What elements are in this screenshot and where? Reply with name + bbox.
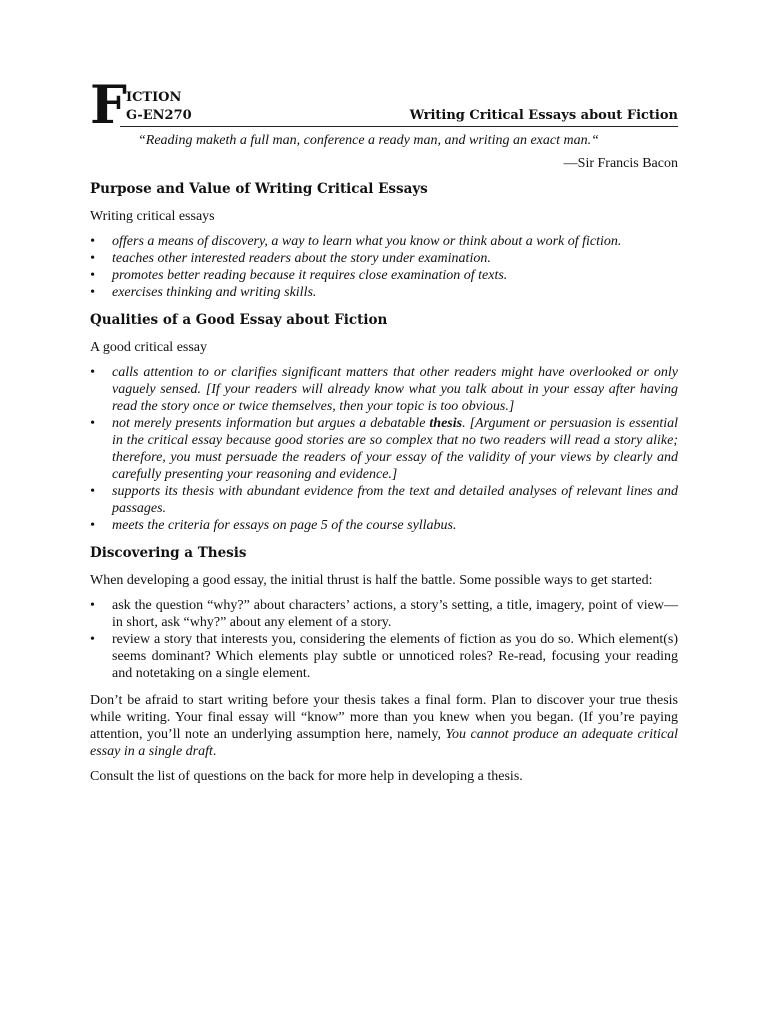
course-word: ICTION: [126, 90, 182, 105]
course-code: G-EN270: [126, 108, 192, 123]
bullet-list-purpose: [90, 233, 678, 301]
list-item: • exercises thinking and writing skills.: [90, 284, 678, 301]
list-item: • offers a means of discovery, a way to learn what you know or think about a work of fiction.: [90, 233, 678, 250]
bullet-list-qualities: [90, 364, 678, 534]
bullet-list-thesis: [90, 597, 678, 682]
document-title: Writing Critical Essays about Fiction: [409, 108, 678, 123]
section-heading-qualities: Qualities of a Good Essay about Fiction: [90, 312, 388, 328]
list-item: • meets the criteria for essays on page 5 of the course syllabus.: [90, 517, 678, 534]
drop-cap-letter: F: [90, 75, 127, 136]
list-item: [90, 415, 678, 483]
list-item: • teaches other interested readers about the story under examination.: [90, 250, 678, 267]
list-item: • promotes better reading because it requires close examination of texts.: [90, 267, 678, 284]
italic-assumption: You cannot produce an adequate critical essay in a single draft: [90, 727, 678, 759]
paragraph-draft-advice: [90, 692, 678, 760]
document-body: [90, 180, 678, 793]
section-intro-purpose: Writing critical essays: [90, 209, 215, 224]
section-intro-qualities: A good critical essay: [90, 340, 208, 355]
section-heading-thesis: Discovering a Thesis: [90, 545, 247, 561]
list-item: • supports its thesis with abundant evidence from the text and detailed analyses of relevant lines and passages.: [90, 483, 678, 517]
list-item-text: . [Argument or persuasion is essential in the critical essay because good stories are so complex that no two readers will read a story alike; therefore, you must persuade the readers of your essay of the validity of your views by clearly and carefully presenting your reasoning and evidence.]: [112, 416, 678, 482]
paragraph-consult: Consult the list of questions on the back for more help in developing a thesis.: [90, 769, 523, 784]
epigraph-quote: “Reading maketh a full man, conference a ready man, and writing an exact man.“: [138, 133, 599, 148]
section-heading-purpose: Purpose and Value of Writing Critical Essays: [90, 181, 428, 197]
list-item: • calls attention to or clarifies significant matters that other readers might have overlooked or only vaguely sensed. [If your readers will already know what you talk about in your essay after having read the story once or twice themselves, then your topic is too obvious.]: [90, 364, 678, 415]
list-item-text: not merely presents information but argues a debatable: [112, 416, 430, 431]
paragraph-text: Don’t be afraid to start writing before your thesis takes a final form. Plan to discover your true thesis while writing. Your final essay will “know” more than you knew when you began. (If you’re paying attention, you’ll note an underlying assumption here, namely,: [90, 693, 678, 742]
section-intro-thesis: When developing a good essay, the initial thrust is half the battle. Some possible ways to get started:: [90, 573, 653, 588]
header-rule: [120, 126, 678, 127]
epigraph-attribution: —Sir Francis Bacon: [563, 156, 678, 171]
list-item: • review a story that interests you, considering the elements of fiction as you do so. Which element(s) seems dominant? Which elements play subtle or unnoticed roles? Re-read, focusing your reading and notetaking on a single element.: [90, 631, 678, 682]
thesis-emphasis: thesis: [429, 416, 463, 431]
list-item: • ask the question “why?” about characters’ actions, a story’s setting, a title, imagery, point of view—in short, ask “why?” about any element of a story.: [90, 597, 678, 631]
paragraph-text: .: [212, 744, 217, 759]
